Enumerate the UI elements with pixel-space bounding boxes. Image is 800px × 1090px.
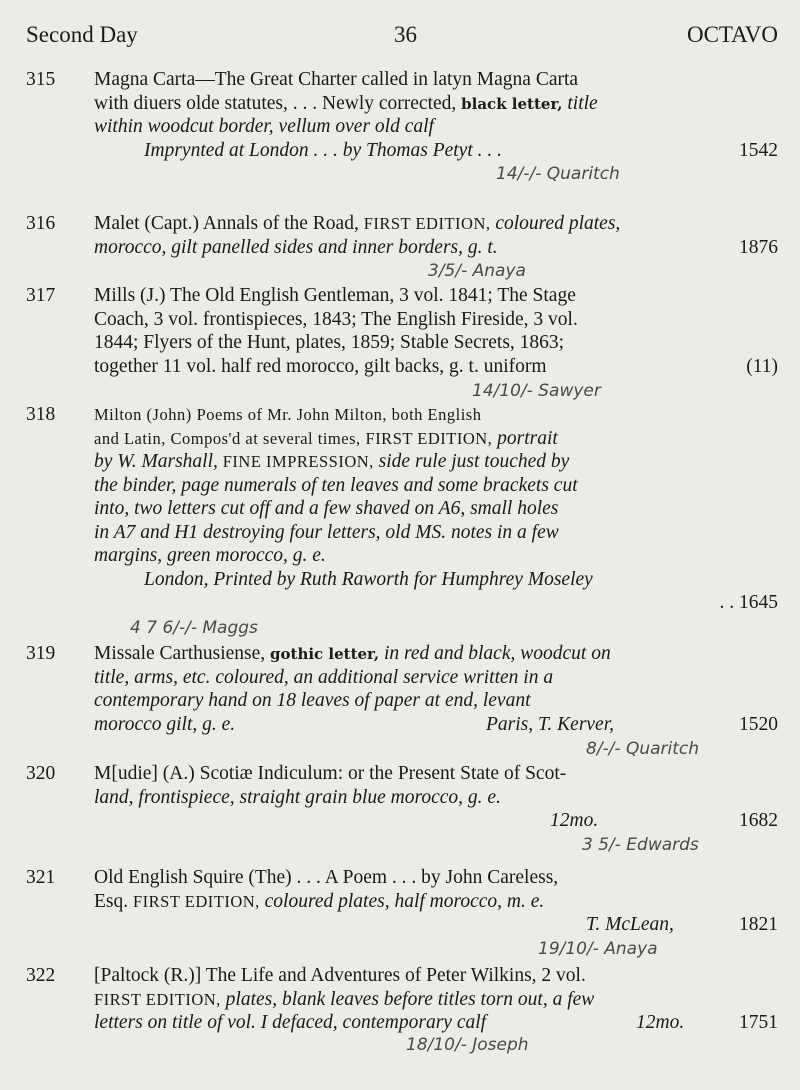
gothic-letter-note: gothic letter, — [270, 645, 380, 663]
lot-date: 1682 — [739, 810, 778, 831]
lot-line-text: morocco, gilt panelled sides and inner borders, g. t. — [94, 236, 498, 258]
lot-date: 1876 — [739, 236, 778, 258]
lot-line: in A7 and H1 destroying four letters, old MS. notes in a few — [94, 521, 559, 543]
page-number: 36 — [394, 22, 417, 47]
lot-number: 322 — [26, 965, 56, 986]
lot-line: Old English Squire (The) . . . A Poem . . . by John Careless, — [94, 867, 559, 888]
lot-line-text: coloured plates, — [495, 213, 621, 234]
imprint: Imprynted at London . . . by Thomas Petyt . . . — [144, 139, 503, 161]
imprint: Paris, T. Kerver, — [486, 713, 615, 735]
lot-line: Mills (J.) The Old English Gentleman, 3 vol. 1841; The Stage — [94, 285, 576, 306]
title-text: and Latin, Compos'd at several times, — [94, 428, 361, 448]
lot-line: within woodcut border, vellum over old calf — [94, 116, 434, 137]
lot-entry — [26, 866, 778, 962]
lot-entry — [26, 284, 778, 402]
lot-line — [94, 809, 778, 833]
edition-note: FIRST EDITION, — [133, 891, 260, 911]
lot-line-text: plates, blank leaves before titles torn out, a few — [225, 988, 595, 1010]
lot-number: 320 — [26, 763, 56, 784]
lot-line: title, arms, etc. coloured, an additional service written in a — [94, 666, 554, 688]
lot-line — [94, 713, 778, 737]
handwritten-price: 8/-/- Quaritch — [586, 739, 700, 759]
lot-line-text: Malet (Capt.) Annals of the Road, — [94, 213, 359, 234]
blackletter-note: black letter, — [461, 94, 563, 113]
lot-date: 1542 — [739, 139, 778, 161]
lot-line — [94, 92, 778, 116]
lot-description — [94, 212, 778, 259]
lot-line-text: portrait — [497, 427, 558, 449]
lot-date: 1821 — [739, 914, 778, 935]
lot-line — [94, 236, 778, 260]
lot-line-text: letters on title of vol. I defaced, contemporary calf — [94, 1012, 487, 1033]
lot-line — [94, 427, 778, 451]
lot-line-text: together 11 vol. half red morocco, gilt backs, g. t. uniform — [94, 355, 547, 377]
lot-line: contemporary hand on 18 leaves of paper at end, levant — [94, 690, 531, 711]
lot-line: the binder, page numerals of ten leaves and some brackets cut — [94, 474, 578, 496]
lot-date: 1751 — [739, 1012, 778, 1033]
lot-number: 318 — [26, 404, 56, 425]
format-note: 12mo. — [550, 810, 599, 831]
lot-entry — [26, 964, 778, 1060]
lot-date: 1520 — [739, 713, 778, 735]
lot-entry — [26, 642, 778, 762]
lot-line — [94, 450, 778, 474]
lot-line: land, frontispiece, straight grain blue morocco, g. e. — [94, 786, 501, 808]
lot-line — [94, 913, 778, 937]
lot-line: [Paltock (R.)] The Life and Adventures of Peter Wilkins, 2 vol. — [94, 965, 586, 986]
lot-line: into, two letters cut off and a few shaved on A6, small holes — [94, 498, 559, 519]
lot-entry — [26, 403, 778, 641]
lot-line-text: coloured plates, half morocco, m. e. — [264, 890, 545, 912]
lot-count: (11) — [746, 355, 778, 377]
lot-line-text: title — [567, 92, 598, 114]
lot-number: 319 — [26, 643, 56, 664]
lot-number: 321 — [26, 867, 56, 888]
lot-line: London, Printed by Ruth Raworth for Humphrey Moseley — [144, 568, 593, 590]
lot-line-text: Missale Carthusiense, — [94, 643, 266, 664]
lot-line-text: by W. Marshall, — [94, 451, 218, 472]
title-text: Poems of Mr. John Milton, both English — [196, 405, 482, 424]
lot-description — [94, 762, 778, 833]
lot-description — [94, 284, 778, 378]
lot-line: Magna Carta—The Great Charter called in latyn Magna Carta — [94, 69, 579, 90]
lot-entry — [26, 762, 778, 858]
handwritten-price: 19/10/- Anaya — [538, 939, 658, 959]
handwritten-price: 14/-/- Quaritch — [496, 164, 620, 184]
lot-line: M[udie] (A.) Scotiæ Indiculum: or the Present State of Scot- — [94, 763, 567, 784]
lot-line — [94, 1011, 778, 1035]
lot-description — [94, 68, 778, 162]
lot-line-text: in red and black, woodcut on — [383, 643, 611, 664]
format-note: 12mo. — [636, 1012, 685, 1033]
edition-note: FIRST EDITION, — [94, 989, 221, 1009]
edition-note: FIRST EDITION, — [365, 428, 493, 448]
edition-note: FIRST EDITION, — [363, 214, 491, 233]
lot-entry — [26, 68, 778, 196]
handwritten-price: 4 7 6/-/- Maggs — [130, 618, 258, 638]
lot-line — [94, 355, 778, 379]
lot-line — [94, 988, 778, 1012]
day-label: Second Day — [26, 22, 138, 47]
handwritten-price: 3 5/- Edwards — [582, 835, 699, 855]
lot-description — [94, 866, 778, 937]
lot-line — [94, 212, 778, 236]
imprint: T. McLean, — [586, 914, 674, 935]
impression-note: FINE IMPRESSION, — [222, 452, 374, 471]
author: Milton (John) — [94, 405, 192, 424]
lot-description — [94, 964, 778, 1035]
lot-line — [94, 403, 778, 427]
handwritten-price: 14/10/- Sawyer — [472, 381, 601, 401]
lot-number: 315 — [26, 69, 56, 90]
lot-line-text: Esq. — [94, 890, 129, 912]
lot-number: 317 — [26, 285, 56, 306]
lot-description — [94, 403, 778, 615]
lot-line: margins, green morocco, g. e. — [94, 545, 326, 566]
lot-line-text: with diuers olde statutes, . . . Newly corrected, — [94, 92, 457, 114]
lot-line-text: morocco gilt, g. e. — [94, 713, 236, 735]
lot-line: Coach, 3 vol. frontispieces, 1843; The English Fireside, 3 vol. — [94, 308, 578, 330]
lot-line: 1844; Flyers of the Hunt, plates, 1859; Stable Secrets, 1863; — [94, 332, 565, 353]
lot-line — [94, 591, 778, 615]
lot-number: 316 — [26, 213, 56, 234]
handwritten-price: 3/5/- Anaya — [428, 261, 526, 281]
lot-description — [94, 642, 778, 736]
lot-line — [94, 890, 778, 914]
lot-date: . . 1645 — [719, 592, 778, 613]
lot-line — [94, 642, 778, 666]
lot-line — [94, 139, 778, 163]
lot-line-text: side rule just touched by — [378, 451, 570, 472]
format-label: OCTAVO — [686, 22, 778, 47]
lot-entry — [26, 212, 778, 282]
handwritten-price: 18/10/- Joseph — [406, 1035, 529, 1055]
page-header — [26, 22, 778, 48]
